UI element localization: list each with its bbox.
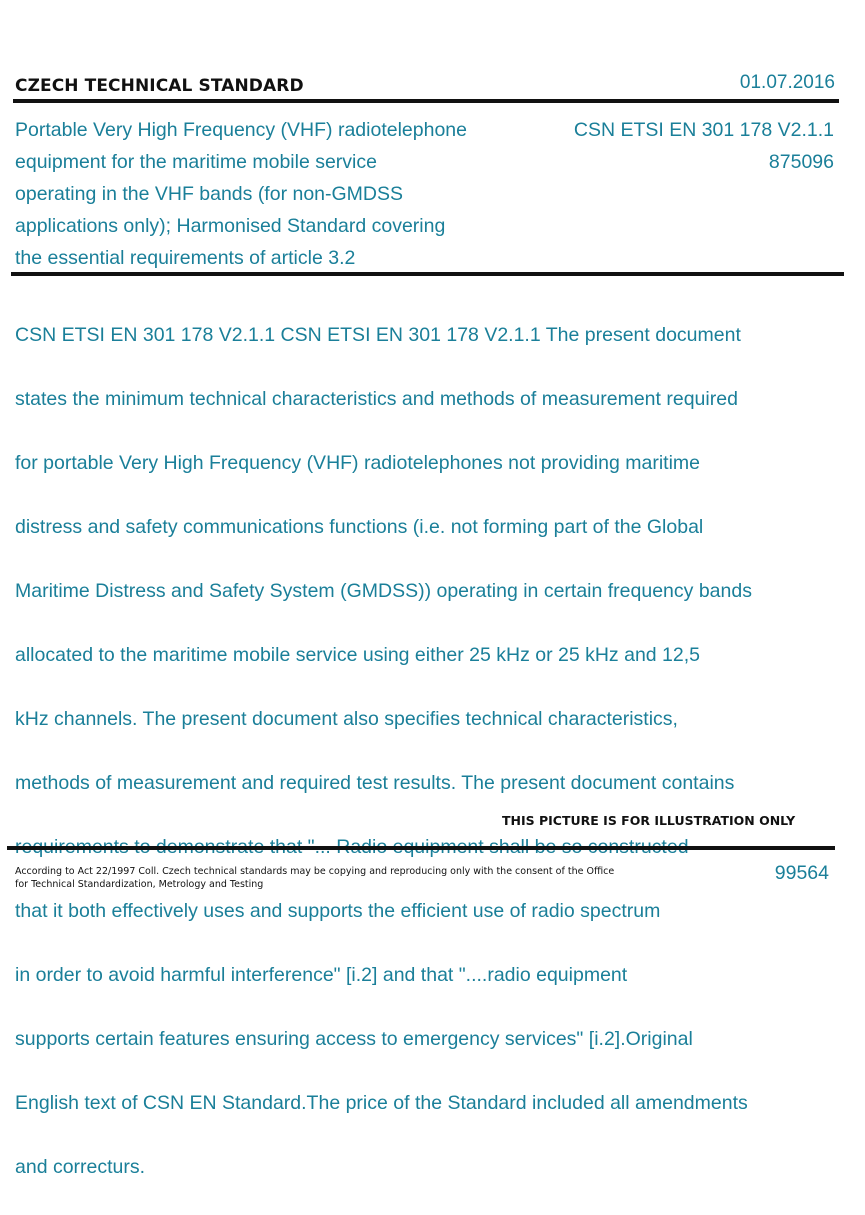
footer-divider	[7, 846, 835, 850]
illustration-disclaimer: THIS PICTURE IS FOR ILLUSTRATION ONLY	[502, 813, 796, 828]
description-line: states the minimum technical characteristics and methods of measurement required	[15, 388, 738, 410]
standard-description	[15, 287, 845, 1215]
description-line: that it both effectively uses and supports the efficient use of radio spectrum	[15, 900, 661, 922]
description-line: and correcturs.	[15, 1156, 146, 1178]
description-line: for portable Very High Frequency (VHF) radiotelephones not providing maritime	[15, 452, 700, 474]
title-line: the essential requirements of article 3.2	[15, 247, 356, 269]
title-line: operating in the VHF bands (for non-GMDSS	[15, 183, 404, 205]
description-line: kHz channels. The present document also specifies technical characteristics,	[15, 708, 678, 730]
publication-date: 01.07.2016	[739, 72, 835, 93]
title-line: applications only); Harmonised Standard covering	[15, 215, 446, 237]
catalog-number: 875096	[768, 151, 834, 173]
product-id: 99564	[774, 862, 829, 884]
legal-line: According to Act 22/1997 Coll. Czech technical standards may be copying and reproducing only with the consent of the Office	[15, 866, 615, 877]
standard-code: CSN ETSI EN 301 178 V2.1.1	[573, 119, 834, 141]
description-line: methods of measurement and required test results. The present document contains	[15, 772, 735, 794]
title-line: Portable Very High Frequency (VHF) radiotelephone	[15, 119, 467, 141]
title-line: equipment for the maritime mobile service	[15, 151, 377, 173]
description-line: in order to avoid harmful interference" [i.2] and that "....radio equipment	[15, 964, 628, 986]
legal-notice	[15, 865, 615, 891]
header-divider	[13, 99, 839, 103]
description-line: English text of CSN EN Standard.The price of the Standard included all amendments	[15, 1092, 748, 1114]
description-line: distress and safety communications functions (i.e. not forming part of the Global	[15, 516, 704, 538]
description-line: supports certain features ensuring access to emergency services" [i.2].Original	[15, 1028, 693, 1050]
standard-identifiers	[574, 114, 834, 178]
legal-line: for Technical Standardization, Metrology and Testing	[15, 879, 264, 890]
description-line: allocated to the maritime mobile service using either 25 kHz or 25 kHz and 12,5	[15, 644, 701, 666]
title-divider	[11, 272, 844, 276]
description-line: CSN ETSI EN 301 178 V2.1.1 CSN ETSI EN 301 178 V2.1.1 The present document	[15, 324, 741, 346]
document-category-label: CZECH TECHNICAL STANDARD	[15, 76, 304, 96]
standard-title	[15, 114, 535, 274]
description-line: Maritime Distress and Safety System (GMDSS)) operating in certain frequency bands	[15, 580, 752, 602]
